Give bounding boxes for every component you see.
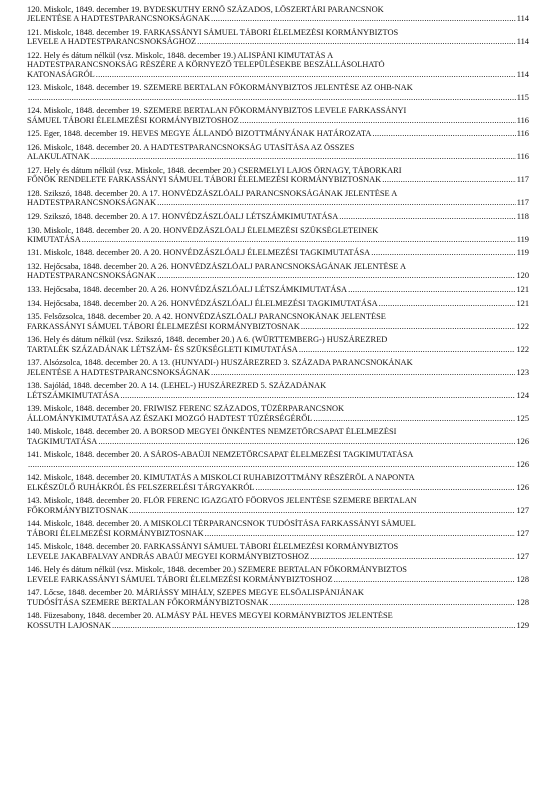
toc-entry xyxy=(27,189,529,208)
dot-leader xyxy=(339,212,515,221)
page-number: 116 xyxy=(516,115,529,125)
dot-leader xyxy=(120,391,515,400)
entry-title-line: TARTALÉK SZÁZADÁNAK LÉTSZÁM- ÉS SZÜKSÉGLETI KIMUTATÁSA xyxy=(27,344,298,354)
page-number: 119 xyxy=(516,234,529,244)
page-number: 125 xyxy=(516,413,529,423)
page-number: 116 xyxy=(516,129,529,139)
entry-title-line: FŐNÖK RENDELETE FARKASSÁNYI SÁMUEL TÁBORI ÉLELMEZÉSI KORMÁNYBIZTOSNAK xyxy=(27,175,382,185)
page-number: 119 xyxy=(516,248,529,258)
toc-entry xyxy=(27,312,529,331)
dot-leader xyxy=(211,368,515,377)
entry-title-line: FARKASSÁNYI SÁMUEL TÁBORI ÉLELMEZÉSI KORMÁNYBIZTOSNAK xyxy=(27,321,300,331)
toc-entry xyxy=(27,542,529,561)
toc-entry xyxy=(27,496,529,515)
page-number: 122 xyxy=(516,321,529,331)
toc-entry xyxy=(27,262,529,281)
entry-last-line xyxy=(27,37,529,46)
toc-entry xyxy=(27,28,529,47)
toc-entry xyxy=(27,335,529,354)
entry-last-line xyxy=(27,14,529,23)
entry-title-line: 134. Hejőcsaba, 1848. december 20. A 26. HONVÉDZÁSZLÓALJ ÉLELMEZÉSI TAGKIMUTATÁSA xyxy=(27,298,378,308)
entry-title-line: KIMUTATÁSA xyxy=(27,234,81,244)
entry-last-line xyxy=(27,116,529,125)
page-number: 127 xyxy=(516,505,529,515)
entry-last-line xyxy=(27,129,529,138)
page-number: 115 xyxy=(516,92,529,102)
dot-leader xyxy=(157,271,515,280)
entry-last-line xyxy=(27,70,529,79)
entry-last-line xyxy=(27,483,529,492)
dot-leader xyxy=(256,483,516,492)
toc-entry xyxy=(27,519,529,538)
dot-leader xyxy=(211,14,516,23)
toc-entry xyxy=(27,381,529,400)
dot-leader xyxy=(382,175,516,184)
entry-last-line xyxy=(27,322,529,331)
entry-title-line: 126. Miskolc, 1848. december 20. A HADTESTPARANCSNOKSÁG UTASÍTÁSA AZ ÖSSZES xyxy=(27,142,355,152)
page-number: 121 xyxy=(516,298,529,308)
page-number: 126 xyxy=(516,482,529,492)
page-number: 114 xyxy=(516,37,529,47)
entry-last-line xyxy=(27,414,529,423)
entry-last-line xyxy=(27,212,529,221)
entry-title-line: HADTESTPARANCSNOKSÁG RÉSZÉRE A KÖRNYEZŐ TELEPÜLÉSEKBE BESZÁLLÁSOLHATÓ xyxy=(27,60,385,70)
entry-title-line: 138. Sajólád, 1848. december 20. A 14. (LEHEL-) HUSZÁREZRED 5. SZÁZADÁNAK xyxy=(27,381,327,391)
page-number: 118 xyxy=(516,211,529,221)
toc-entry xyxy=(27,248,529,257)
entry-title-line: JELENTÉSE A HADTESTPARANCSNOKSÁGNAK xyxy=(27,367,211,377)
entry-last-line xyxy=(27,391,529,400)
entry-title-line: TUDÓSÍTÁSA SZEMERE BERTALAN FŐKORMÁNYBIZTOSNAK xyxy=(27,597,269,607)
entry-last-line xyxy=(27,437,529,446)
dot-leader xyxy=(197,37,516,46)
entry-title-line: 130. Miskolc, 1848. december 20. A 20. HONVÉDZÁSZLÓALJ ÉLELMEZÉSI SZÜKSÉGLETEINEK xyxy=(27,225,379,235)
entry-title-line: 146. Hely és dátum nélkül (vsz. Miskolc, 1848. december 20.) SZEMERE BERTALAN FŐKORMÁNYBIZTOS xyxy=(27,565,407,575)
toc-entry xyxy=(27,450,529,469)
page-number: 124 xyxy=(516,390,529,400)
dot-leader xyxy=(299,345,516,354)
dot-leader xyxy=(240,116,516,125)
entry-title-line: 148. Füzesabony, 1848. december 20. ALMÁSY PÁL HEVES MEGYEI KORMÁNYBIZTOS JELENTÉSE xyxy=(27,611,393,621)
page-number: 128 xyxy=(516,597,529,607)
entry-title-line: LEVELE FARKASSÁNYI SÁMUEL TÁBORI ÉLELMEZÉSI KORMÁNYBIZTOSHOZ xyxy=(27,574,333,584)
entry-title-line: 145. Miskolc, 1848. december 20. FARKASSÁNYI SÁMUEL TÁBORI ÉLELMEZÉSI KORMÁNYBIZTOS xyxy=(27,542,399,552)
entry-last-line xyxy=(27,575,529,584)
entry-last-line xyxy=(27,621,529,630)
entry-title-line: ÁLLOMÁNYKIMUTATÁSA AZ ÉSZAKI MOZGÓ HADTEST TÜZÉRSÉGÉRŐL xyxy=(27,413,313,423)
entry-last-line xyxy=(27,552,529,561)
entry-title-line: JELENTÉSE A HADTESTPARANCSNOKSÁGNAK xyxy=(27,14,211,24)
toc-entry xyxy=(27,404,529,423)
entry-title-line: 122. Hely és dátum nélkül (vsz. Miskolc, 1848. december 19.) ALISPÁNI KIMUTATÁS A xyxy=(27,50,334,60)
entry-title-line: TAGKIMUTATÁSA xyxy=(27,436,98,446)
entry-title-line: 141. Miskolc, 1848. december 20. A SÁROS-ABAÚJI NEMZETŐRCSAPAT ÉLELMEZÉSI TAGKIMUTATÁSA xyxy=(27,450,414,460)
page-number: 120 xyxy=(516,271,529,281)
toc-entry xyxy=(27,83,529,102)
entry-last-line xyxy=(27,248,529,257)
dot-leader xyxy=(205,529,516,538)
entry-last-line xyxy=(27,506,529,515)
dot-leader xyxy=(112,621,515,630)
entry-title-line: 142. Miskolc, 1848. december 20. KIMUTATÁS A MISKOLCI RUHABIZOTTMÁNY RÉSZÉRŐL A NAPONTA xyxy=(27,473,415,483)
entry-title-line: 125. Eger, 1848. december 19. HEVES MEGYE ÁLLANDÓ BIZOTTMÁNYÁNAK HATÁROZATA xyxy=(27,129,372,139)
entry-title-line: 129. Szikszó, 1848. december 20. A 17. HONVÉDZÁSZLÓALJ LÉTSZÁMKIMUTATÁSA xyxy=(27,211,339,221)
entry-title-line: 124. Miskolc, 1848. december 19. SZEMERE BERTALAN FŐKORMÁNYBIZTOS LEVELE FARKASSÁNYI xyxy=(27,106,407,116)
dot-leader xyxy=(91,152,516,161)
entry-title-line: HADTESTPARANCSNOKSÁGNAK xyxy=(27,198,157,208)
toc-entry xyxy=(27,129,529,138)
page-number: 123 xyxy=(516,367,529,377)
entry-last-line xyxy=(27,285,529,294)
entry-title-line: 144. Miskolc, 1848. december 20. A MISKOLCI TÉRPARANCSNOK TUDÓSÍTÁSA FARKASSÁNYI SÁMUEL xyxy=(27,519,416,529)
page-number: 117 xyxy=(516,198,529,208)
entry-title-line: SÁMUEL TÁBORI ÉLELMEZÉSI KORMÁNYBIZTOSHOZ xyxy=(27,115,239,125)
toc-entry xyxy=(27,358,529,377)
entry-last-line xyxy=(27,368,529,377)
toc-entry xyxy=(27,106,529,125)
entry-title-line: 139. Miskolc, 1848. december 20. FRIWISZ FERENC SZÁZADOS, TÜZÉRPARANCSNOK xyxy=(27,404,345,414)
page-number: 117 xyxy=(516,175,529,185)
toc-entry xyxy=(27,226,529,245)
dot-leader xyxy=(98,437,515,446)
entry-title-line: KATONASÁGRÓL xyxy=(27,69,95,79)
entry-title-line: FŐKORMÁNYBIZTOSNAK xyxy=(27,505,129,515)
entry-title-line: 136. Hely és dátum nélkül (vsz. Szikszó, 1848. december 20.) A 6. (WÜRTTEMBERG-) HUSZÁREZRED xyxy=(27,335,388,345)
table-of-contents xyxy=(27,5,529,634)
toc-entry xyxy=(27,143,529,162)
entry-title-line: 143. Miskolc, 1848. december 20. FLÓR FERENC IGAZGATÓ FŐORVOS JELENTÉSE SZEMERE BERTALAN xyxy=(27,496,417,506)
entry-last-line xyxy=(27,271,529,280)
page-number: 126 xyxy=(516,459,529,469)
toc-entry xyxy=(27,285,529,294)
entry-title-line: ELKÉSZÜLŐ RUHÁKRÓL ÉS FELSZERELÉSI TÁRGYAKRÓL xyxy=(27,482,255,492)
toc-entry xyxy=(27,473,529,492)
dot-leader xyxy=(379,299,516,308)
entry-title-line: HADTESTPARANCSNOKSÁGNAK xyxy=(27,271,157,281)
entry-last-line xyxy=(27,175,529,184)
page-number: 114 xyxy=(516,69,529,79)
entry-title-line: 123. Miskolc, 1848. december 19. SZEMERE BERTALAN FŐKORMÁNYBIZTOS JELENTÉSE AZ OHB-NAK xyxy=(27,83,413,93)
page-number: 114 xyxy=(516,14,529,24)
entry-title-line: 127. Hely és dátum nélkül (vsz. Miskolc, 1848. december 20.) CSERMELYI LAJOS ŐRNAGY, TÁBORKARI xyxy=(27,165,402,175)
entry-title-line: KOSSUTH LAJOSNAK xyxy=(27,620,111,630)
dot-leader xyxy=(371,248,516,257)
dot-leader xyxy=(310,552,515,561)
dot-leader xyxy=(269,598,515,607)
page-number: 127 xyxy=(516,528,529,538)
entry-title-line: 121. Miskolc, 1848. december 19. FARKASSÁNYI SÁMUEL TÁBORI ÉLELMEZÉSI KORMÁNYBIZTOS xyxy=(27,27,399,37)
toc-entry xyxy=(27,588,529,607)
entry-last-line xyxy=(27,598,529,607)
page-number: 121 xyxy=(516,285,529,295)
dot-leader xyxy=(157,198,516,207)
dot-leader xyxy=(372,129,515,138)
entry-title-line: 140. Miskolc, 1848. december 20. A BORSOD MEGYEI ÖNKÉNTES NEMZETŐRCSAPAT ÉLELMEZÉSI xyxy=(27,427,397,437)
toc-entry xyxy=(27,611,529,630)
entry-title-line: 137. Alsózsolca, 1848. december 20. A 13. (HUNYADI-) HUSZÁREZRED 3. SZÁZADA PARANCSNOKÁNAK xyxy=(27,358,413,368)
toc-entry xyxy=(27,299,529,308)
dot-leader xyxy=(313,414,515,423)
entry-title-line: ALAKULATNAK xyxy=(27,152,90,162)
entry-last-line xyxy=(27,460,529,469)
page-number: 116 xyxy=(516,152,529,162)
entry-last-line xyxy=(27,198,529,207)
entry-last-line xyxy=(27,152,529,161)
entry-title-line: 132. Hejőcsaba, 1848. december 20. A 26. HONVÉDZÁSZLÓALJ PARANCSNOKSÁGÁNAK JELENTÉSE A xyxy=(27,262,407,272)
toc-entry xyxy=(27,5,529,24)
entry-last-line xyxy=(27,299,529,308)
entry-last-line xyxy=(27,529,529,538)
entry-last-line xyxy=(27,235,529,244)
dot-leader xyxy=(28,460,515,469)
toc-entry xyxy=(27,565,529,584)
dot-leader xyxy=(28,93,516,102)
entry-last-line xyxy=(27,345,529,354)
dot-leader xyxy=(82,235,516,244)
entry-last-line xyxy=(27,93,529,102)
page-number: 122 xyxy=(516,344,529,354)
dot-leader xyxy=(334,575,516,584)
dot-leader xyxy=(348,285,515,294)
page-number: 127 xyxy=(516,551,529,561)
entry-title-line: 147. Lőcse, 1848. december 20. MÁRIÁSSY MIHÁLY, SZEPES MEGYE ELSŐALISPÁNJÁNAK xyxy=(27,588,364,598)
entry-title-line: 133. Hejőcsaba, 1848. december 20. A 26. HONVÉDZÁSZLÓALJ LÉTSZÁMKIMUTATÁSA xyxy=(27,285,348,295)
toc-entry xyxy=(27,427,529,446)
dot-leader xyxy=(301,322,516,331)
page-number: 129 xyxy=(516,620,529,630)
page-number: 126 xyxy=(516,436,529,446)
toc-entry xyxy=(27,51,529,79)
entry-title-line: LÉTSZÁMKIMUTATÁSA xyxy=(27,390,120,400)
entry-title-line: 128. Szikszó, 1848. december 20. A 17. HONVÉDZÁSZLÓALJ PARANCSNOKSÁGÁNAK JELENTÉSE A xyxy=(27,188,398,198)
toc-entry xyxy=(27,166,529,185)
entry-title-line: LEVELE JAKABFALVAY ANDRÁS ABAÚJ MEGYEI KORMÁNYBIZTOSHOZ xyxy=(27,551,310,561)
dot-leader xyxy=(96,70,516,79)
entry-title-line: LEVELE A HADTESTPARANCSNOKSÁGHOZ xyxy=(27,37,197,47)
toc-entry xyxy=(27,212,529,221)
entry-title-line: 131. Miskolc, 1848. december 20. A 20. HONVÉDZÁSZLÓALJ ÉLELMEZÉSI TAGKIMUTATÁSA xyxy=(27,248,371,258)
dot-leader xyxy=(129,506,515,515)
entry-title-line: TÁBORI ÉLELMEZÉSI KORMÁNYBIZTOSNAK xyxy=(27,528,204,538)
entry-title-line: 120. Miskolc, 1849. december 19. BYDESKUTHY ERNŐ SZÁZADOS, LŐSZERTÁRI PARANCSNOK xyxy=(27,5,384,14)
page-number: 128 xyxy=(516,574,529,584)
entry-title-line: 135. Felsőzsolca, 1848. december 20. A 42. HONVÉDZÁSZLÓALJ PARANCSNOKÁNAK JELENTÉSE xyxy=(27,312,386,322)
